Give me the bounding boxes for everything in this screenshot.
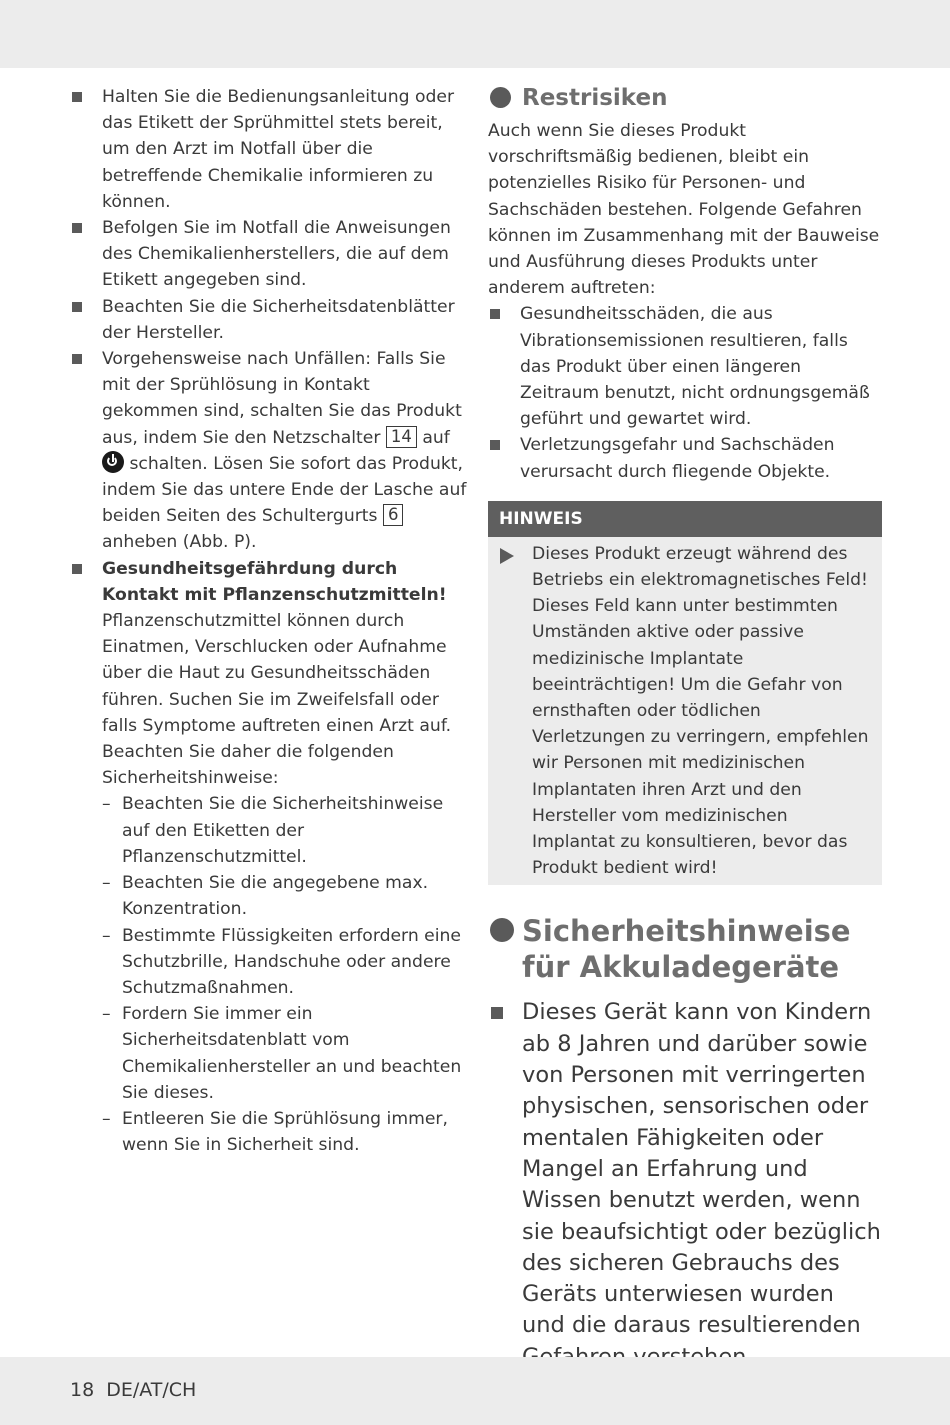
square-bullet-icon — [72, 302, 82, 312]
top-bar — [0, 0, 950, 68]
ref-netzschalter: 14 — [386, 426, 417, 448]
akku-text: Dieses Gerät kann von Kindern ab 8 Jahren und darüber sowie von Personen mit verringerten physischen, sensorischen oder mentalen Fähigkeiten oder Mangel an Erfahrung und Wissen benutzt werden, wenn sie beaufsichtigt oder bezüglich des sicheren Gebrauchs des Geräts unterwiesen wurden und die daraus resultierenden — [522, 999, 881, 1339]
hinweis-text: Dieses Produkt erzeugt während des Betriebs ein elektromagnetisches Feld! Dieses Feld kann unter bestimmten Umständen aktive oder passive medizinische Implantate beeinträchtigen! Um die Gefahr von ernsthaften oder tödlichen Verletzungen zu verringern, empfehlen wir Personen mit medizinischen Implantaten ihren Arzt und den Hersteller vom medizinischen Implantat zu konsultieren, bevor das Produkt bedient wird! — [532, 543, 869, 879]
hinweis-box — [488, 501, 882, 886]
dash-item — [70, 923, 468, 1002]
dash-item — [70, 870, 468, 922]
square-bullet-icon — [72, 564, 82, 574]
bullet-text: Halten Sie die Bedienungsanleitung oder das Etikett der Sprühmittel stets bereit, um den Arzt im Notfall über die betreffende Chemikalie informieren zu können. — [102, 87, 455, 212]
left-column — [70, 84, 468, 1158]
list-item-akku — [488, 997, 882, 1373]
bullet-text: Beachten Sie die Sicherheitsdatenblätter der Hersteller. — [102, 296, 455, 343]
dash-text: Beachten Sie die Sicherheitshinweise auf den Etiketten der Pflanzenschutzmittel. — [122, 794, 444, 867]
dash-bullet: – — [102, 873, 111, 894]
dash-item — [70, 791, 468, 870]
heading-text: Restrisiken — [522, 85, 668, 111]
dash-text: Fordern Sie immer ein Sicherheitsdatenblatt vom Chemikalienhersteller an und beachten Sie dieses. — [122, 1004, 462, 1103]
hinweis-body — [488, 537, 882, 882]
section-heading-akku — [488, 913, 882, 985]
bullet-text — [102, 346, 468, 556]
circle-bullet-icon — [490, 918, 514, 942]
dash-item — [70, 1106, 468, 1158]
dash-bullet: – — [102, 925, 111, 946]
unfall-text-1: Vorgehensweise nach Unfällen: Falls Sie mit der Sprühlösung in Kontakt gekommen sind, schalten Sie das Produkt aus, indem Sie den Netzschalter — [102, 349, 462, 448]
bullet-text: Gesundheitsschäden, die aus Vibrationsemissionen resultieren, falls das Produkt über einen längeren Zeitraum benutzt, nicht ordnungsgemäß geführt und gewartet wird. — [520, 304, 870, 430]
page-footer — [70, 1379, 196, 1401]
list-item-unfall — [70, 346, 468, 556]
list-item — [488, 432, 882, 484]
list-item-gesundheit — [70, 556, 468, 792]
dash-bullet: – — [102, 1004, 111, 1025]
unfall-text-4: anheben (Abb. P). — [102, 532, 257, 553]
circle-bullet-icon — [490, 87, 511, 108]
page-number: 18 — [70, 1379, 95, 1401]
bullet-text: Befolgen Sie im Notfall die Anweisungen des Chemikalienherstellers, die auf dem Etikett angegeben sind. — [102, 218, 451, 291]
hinweis-header: HINWEIS — [488, 501, 882, 537]
warning-text: Pflanzenschutzmittel können durch Einatmen, Verschlucken oder Aufnahme über die Haut zu Gesundheitsschäden führen. Suchen Sie im Zweifelsfall oder falls Symptome auftreten einen Arzt auf. Beachten Sie daher die folgenden Sicherheitshinweise: — [102, 611, 452, 789]
heading-text: Sicherheitshinweise für Akkuladegeräte — [522, 914, 851, 985]
square-bullet-icon — [491, 1007, 503, 1019]
dash-item — [70, 1001, 468, 1106]
warning-title: Gesundheitsgefährdung durch Kontakt mit Pflanzenschutzmitteln! — [102, 558, 447, 605]
unfall-text-2: auf — [416, 427, 450, 448]
square-bullet-icon — [72, 92, 82, 102]
square-bullet-icon — [72, 354, 82, 364]
list-item — [70, 84, 468, 215]
unfall-text-3: schalten. Lösen Sie sofort das Produkt, indem Sie das untere Ende der Lasche auf beiden Seiten des Schultergurts — [102, 453, 467, 527]
region-label: DE/AT/CH — [106, 1379, 197, 1401]
restrisiken-intro: Auch wenn Sie dieses Produkt vorschriftsmäßig bedienen, bleibt ein potenzielles Risiko für Personen- und Sachschäden bestehen. Folgende Gefahren können im Zusammenhang mit der Bauweise und Ausführung dieses Produkts unter anderem auftreten: — [488, 121, 880, 299]
bullet-text: Verletzungsgefahr und Sachschäden verursacht durch fliegende Objekte. — [520, 435, 835, 482]
list-item — [70, 294, 468, 346]
dash-bullet: – — [102, 794, 111, 815]
section-heading-restrisiken — [488, 84, 882, 112]
dash-text: Bestimmte Flüssigkeiten erfordern eine Schutzbrille, Handschuhe oder andere Schutzmaßnahmen. — [122, 925, 461, 998]
list-item — [70, 215, 468, 294]
square-bullet-icon — [490, 440, 500, 450]
power-icon — [102, 451, 124, 473]
dash-text: Beachten Sie die angegebene max. Konzentration. — [122, 873, 429, 920]
square-bullet-icon — [490, 309, 500, 319]
right-column — [488, 84, 882, 1373]
dash-text: Entleeren Sie die Sprühlösung immer, wenn Sie in Sicherheit sind. — [122, 1108, 448, 1156]
triangle-bullet-icon — [500, 548, 514, 564]
square-bullet-icon — [72, 223, 82, 233]
ref-schultergurt: 6 — [383, 504, 404, 526]
dash-bullet: – — [102, 1108, 111, 1129]
list-item — [488, 301, 882, 432]
